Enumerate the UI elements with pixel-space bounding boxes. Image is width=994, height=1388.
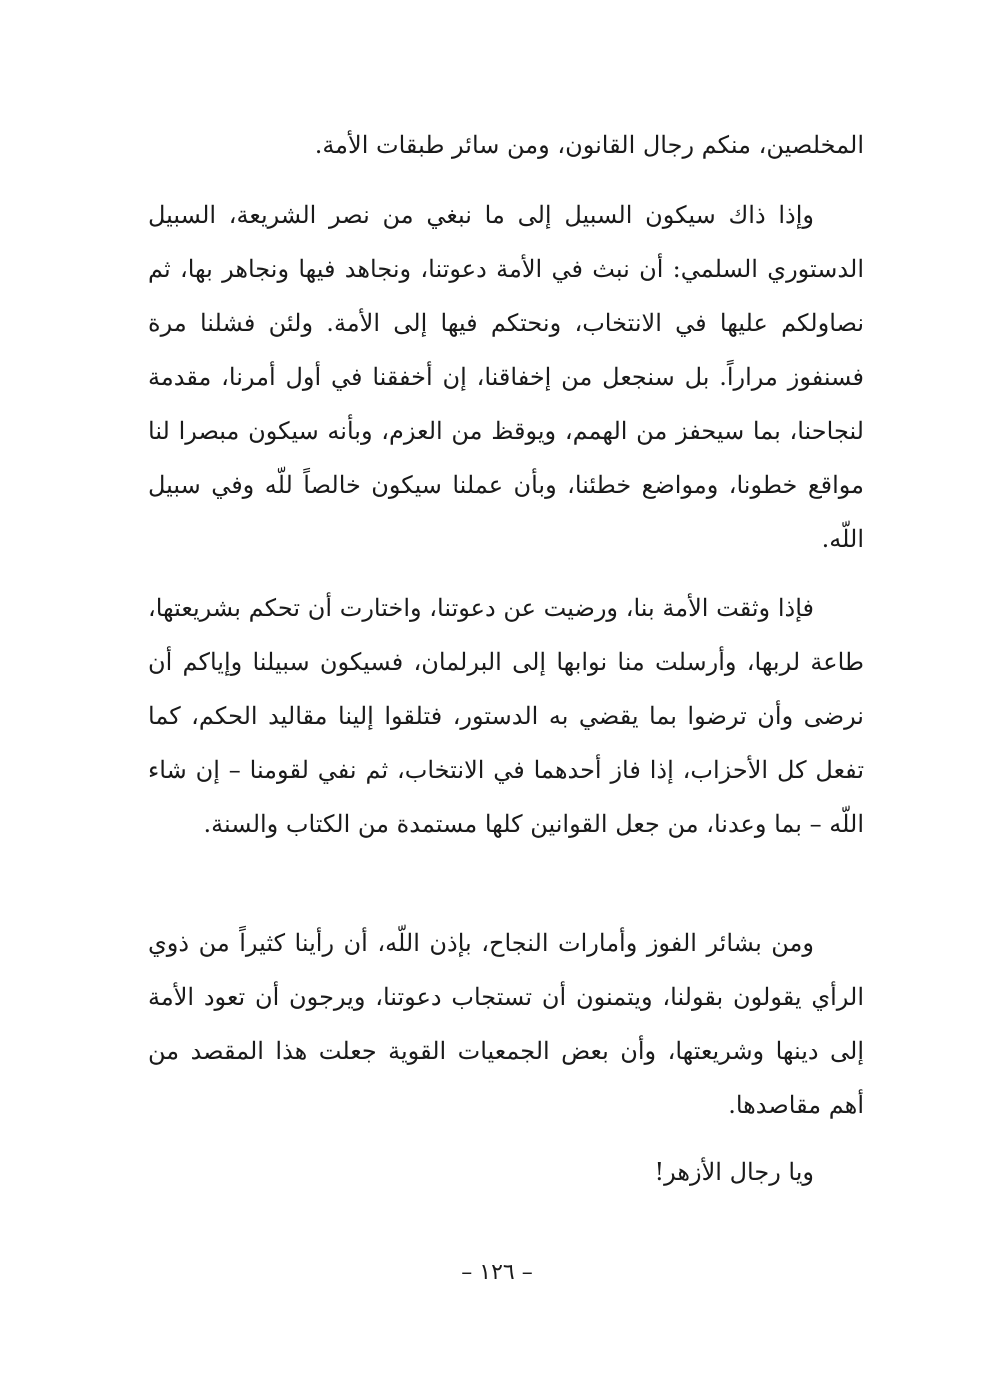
paragraph-signs-of-success: ومن بشائر الفوز وأمارات النجاح، بإذن اللّه، أن رأينا كثيراً من ذوي الرأي يقولون بقولنا، ويتمنون أن تستجاب دعوتنا، ويرجون أن تعود الأمة إلى دينها وشريعتها، وأن بعض الجمعيات القوية جعلت هذا المقصد من أهم مقاصدها. xyxy=(148,929,864,1119)
paragraph-continuation: المخلصين، منكم رجال القانون، ومن سائر طبقات الأمة. xyxy=(314,131,864,159)
paragraph-constitutional-path: وإذا ذاك سيكون السبيل إلى ما نبغي من نصر الشريعة، السبيل الدستوري السلمي: أن نبث في الأمة دعوتنا، ونجاهد فيها ونجاهر بها، ثم نصاولكم عليها في الانتخاب، ونحتكم فيها إلى الأمة. ولئن فشلنا مرة فسنفوز مراراً. بل سنجعل من إخفاقنا، إن أخفقنا في أول أمرنا، مقدمة لنجاحنا، بما سيحفز من الهمم، ويوقظ من العزم، وبأنه سيكون مبصرا لنا مواقع خطونا، ومواضع خطئنا، وبأن عملنا سيكون خالصاً للّه وفي سبيل اللّه. xyxy=(148,201,864,553)
page-number: – ١٢٦ – xyxy=(461,1260,533,1285)
paragraph-address-azhar: ويا رجال الأزهر! xyxy=(654,1158,814,1186)
paragraph-trust-of-nation: فإذا وثقت الأمة بنا، ورضيت عن دعوتنا، واختارت أن تحكم بشريعتها، طاعة لربها، وأرسلت منا نوابها إلى البرلمان، فسيكون سبيلنا وإياكم أن نرضى وأن ترضوا بما يقضي به الدستور، فتلقوا إلينا مقاليد الحكم، كما تفعل كل الأحزاب، إذا فاز أحدهما في الانتخاب، ثم نفي لقومنا – إن شاء اللّه – بما وعدنا، من جعل القوانين كلها مستمدة من الكتاب والسنة. xyxy=(148,594,864,838)
